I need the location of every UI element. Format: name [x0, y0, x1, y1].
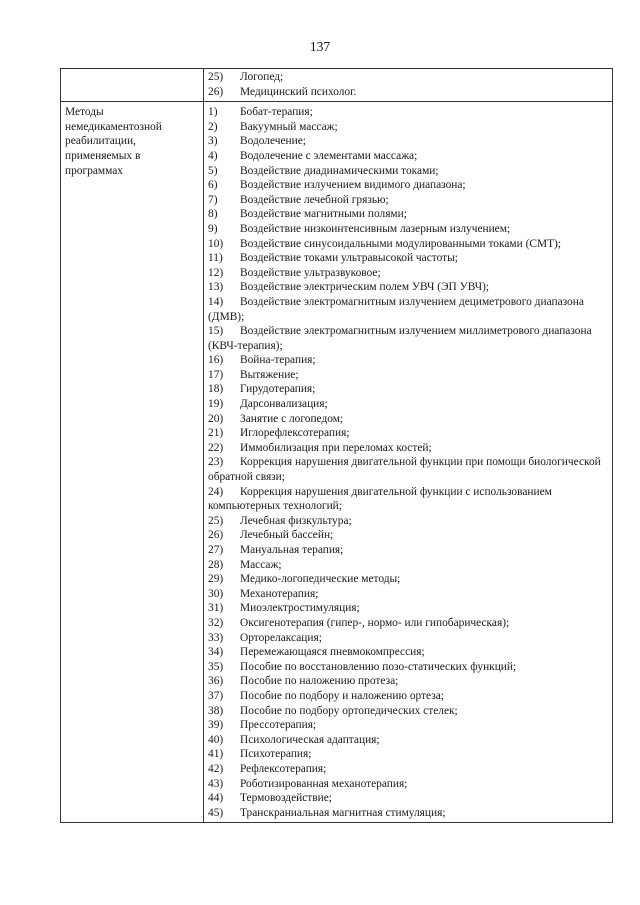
item-number: 4): [208, 149, 218, 162]
list-item: [208, 514, 610, 529]
item-number: 35): [208, 660, 224, 673]
item-text: Воздействие излучением видимого диапазона;: [240, 179, 466, 192]
methods-table: [60, 68, 613, 823]
list-item: [208, 528, 610, 543]
list-item: [208, 660, 610, 675]
item-text: Воздействие ультразвуковое;: [240, 266, 381, 279]
item-text: Занятие с логопедом;: [240, 412, 344, 425]
item-text: Дарсонвализация;: [240, 398, 328, 411]
item-text: Термовоздействие;: [240, 792, 332, 805]
item-number: 38): [208, 704, 224, 717]
list-item: [208, 178, 610, 193]
item-text: Оксигенотерапия (гипер-, нормо- или гипобарическая);: [240, 616, 510, 629]
item-text: Транскраниальная магнитная стимуляция;: [240, 806, 446, 819]
item-text: Пособие по подбору ортопедических стелек;: [240, 704, 458, 717]
list-item: [208, 543, 610, 558]
item-text: Психотерапия;: [240, 748, 312, 761]
item-number: 15): [208, 325, 224, 338]
item-number: 16): [208, 354, 224, 367]
item-number: 34): [208, 646, 224, 659]
item-number: 18): [208, 383, 224, 396]
item-text: Рефлексотерапия;: [240, 762, 327, 775]
item-number: 13): [208, 281, 224, 294]
item-text: Воздействие электромагнитным излучением миллиметрового диапазона (КВЧ-терапия);: [208, 325, 592, 352]
item-number: 25): [208, 514, 224, 527]
item-number: 44): [208, 792, 224, 805]
item-number: 28): [208, 558, 224, 571]
list-item: [208, 266, 610, 281]
item-text: Водолечение;: [240, 135, 306, 148]
item-text: Воздействие лечебной грязью;: [240, 193, 389, 206]
list-item: [208, 207, 610, 222]
list-item: [208, 251, 610, 266]
list-item: [208, 120, 610, 135]
list-item: [208, 455, 610, 484]
item-text: Воздействие электромагнитным излучением дециметрового диапазона (ДМВ);: [208, 295, 584, 323]
item-number: 40): [208, 733, 224, 746]
item-text: Коррекция нарушения двигательной функции при помощи биологической обратной связи;: [208, 456, 601, 484]
list-item: [208, 164, 610, 179]
list-item: [208, 222, 610, 237]
item-text: Миоэлектростимуляция;: [240, 602, 360, 615]
list-item: [208, 587, 610, 602]
item-number: 26): [208, 85, 224, 98]
item-number: 19): [208, 398, 224, 411]
list-item: [208, 280, 610, 295]
list-item: [208, 193, 610, 208]
item-text: Медико-логопедические методы;: [240, 573, 401, 586]
item-number: 26): [208, 529, 224, 542]
list-item: [208, 689, 610, 704]
list-item: [208, 353, 610, 368]
item-number: 12): [208, 266, 224, 279]
section-heading: Методы немедикаментозной реабилитации, применяемых в программах: [65, 106, 162, 177]
item-text: Гирудотерапия;: [240, 383, 316, 396]
list-item: [208, 105, 610, 120]
item-number: 42): [208, 762, 224, 775]
methods-list: [208, 105, 610, 820]
list-item: [208, 485, 610, 514]
page-number: 137: [309, 39, 331, 54]
item-number: 22): [208, 441, 224, 454]
item-text: Воздействие синусоидальными модулированными токами (СМТ);: [240, 237, 562, 250]
item-number: 27): [208, 544, 224, 556]
item-text: Воздействие токами ультравысокой частоты;: [240, 252, 458, 265]
item-number: 29): [208, 573, 224, 586]
list-item: [208, 558, 610, 573]
item-number: 17): [208, 368, 224, 381]
item-text: Воздействие электрическим полем УВЧ (ЭП УВЧ);: [240, 281, 490, 294]
item-number: 24): [208, 485, 224, 498]
list-item: [208, 368, 610, 383]
list-item: [208, 149, 610, 164]
item-text: Воздействие диадинамическими токами;: [240, 164, 439, 177]
list-item: [208, 601, 610, 616]
item-number: 39): [208, 719, 224, 732]
item-number: 9): [208, 222, 218, 235]
list-item: [208, 747, 610, 762]
item-text: Воздействие низкоинтенсивным лазерным излучением;: [240, 222, 511, 235]
item-number: 36): [208, 675, 224, 688]
item-text: Иглорефлексотерапия;: [240, 427, 350, 440]
item-number: 1): [208, 106, 218, 119]
item-text: Вакуумный массаж;: [240, 120, 338, 133]
item-text: Вытяжение;: [240, 368, 299, 381]
item-text: Механотерапия;: [240, 587, 319, 600]
list-item: [208, 295, 610, 324]
item-text: Коррекция нарушения двигательной функции с использованием компьютерных технологий;: [208, 485, 552, 513]
item-text: Перемежающаяся пневмокомпрессия;: [240, 646, 425, 659]
item-text: Воздействие магнитными полями;: [240, 208, 407, 221]
list-item: [208, 762, 610, 777]
list-item: [208, 631, 610, 646]
item-number: 21): [208, 427, 224, 440]
item-text: Лечебная физкультура;: [240, 514, 352, 527]
item-text: Водолечение с элементами массажа;: [240, 149, 418, 162]
item-number: 20): [208, 412, 224, 425]
item-number: 5): [208, 164, 218, 177]
item-number: 10): [208, 237, 224, 250]
list-item: [208, 674, 610, 689]
item-number: 2): [208, 120, 218, 133]
item-number: 6): [208, 179, 218, 192]
item-number: 41): [208, 748, 224, 761]
methods-list-cell: [204, 102, 613, 823]
item-text: Медицинский психолог.: [240, 85, 357, 98]
item-number: 43): [208, 777, 224, 790]
item-text: Пособие по наложению протеза;: [240, 675, 399, 688]
item-number: 33): [208, 631, 224, 644]
item-text: Война-терапия;: [240, 354, 316, 367]
item-text: Психологическая адаптация;: [240, 733, 380, 746]
list-item: [208, 616, 610, 631]
heading-cell: [61, 102, 204, 823]
item-text: Орторелаксация;: [240, 631, 322, 644]
item-number: 14): [208, 295, 224, 308]
item-text: Логопед;: [240, 71, 284, 83]
item-number: 3): [208, 135, 218, 148]
item-number: 23): [208, 456, 224, 469]
item-number: 8): [208, 208, 218, 221]
list-item: [208, 704, 610, 719]
list-item: [208, 85, 610, 100]
list-item: [208, 412, 610, 427]
item-number: 37): [208, 689, 224, 702]
list-item: [208, 324, 610, 353]
list-item: [208, 777, 610, 792]
item-number: 30): [208, 587, 224, 600]
list-item: [208, 572, 610, 587]
item-text: Пособие по восстановлению позо-статических функций;: [240, 660, 517, 673]
item-number: 11): [208, 252, 223, 265]
table-row: [61, 69, 613, 102]
item-number: 7): [208, 193, 218, 206]
list-item: [208, 441, 610, 456]
list-item: [208, 134, 610, 149]
item-number: 45): [208, 806, 224, 819]
item-text: Лечебный бассейн;: [240, 529, 334, 542]
item-number: 31): [208, 602, 224, 615]
empty-cell: [61, 69, 204, 102]
list-item: [208, 70, 610, 85]
item-text: Прессотерапия;: [240, 719, 317, 732]
item-text: Пособие по подбору и наложению ортеза;: [240, 689, 444, 702]
item-number: 25): [208, 71, 224, 83]
list-item: [208, 718, 610, 733]
list-item: [208, 237, 610, 252]
list-item: [208, 733, 610, 748]
list-item: [208, 382, 610, 397]
list-item: [208, 791, 610, 806]
list-item: [208, 645, 610, 660]
item-text: Иммобилизация при переломах костей;: [240, 441, 432, 454]
item-number: 32): [208, 616, 224, 629]
item-text: Массаж;: [240, 558, 282, 571]
item-text: Мануальная терапия;: [240, 544, 344, 556]
table-row: [61, 102, 613, 823]
specialists-cell: [204, 69, 613, 102]
item-text: Роботизированная механотерапия;: [240, 777, 408, 790]
list-item: [208, 397, 610, 412]
list-item: [208, 806, 610, 821]
list-item: [208, 426, 610, 441]
item-text: Бобат-терапия;: [240, 106, 313, 119]
